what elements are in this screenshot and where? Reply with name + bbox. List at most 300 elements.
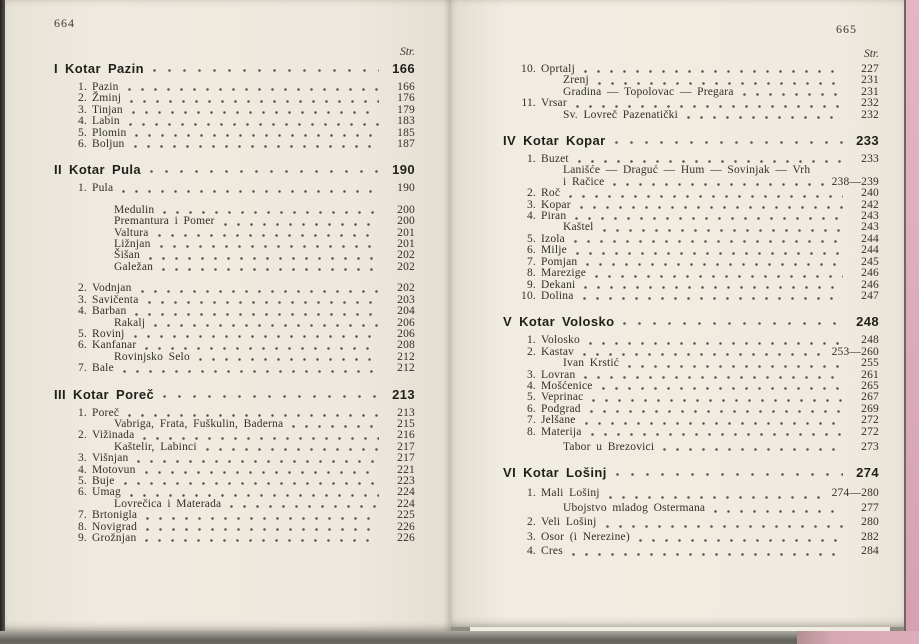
entry-label: Rakalj <box>114 316 146 329</box>
entry-label: Medulin <box>114 203 155 216</box>
entry-label: Galežan <box>114 260 154 273</box>
toc-entry <box>54 228 415 239</box>
dot-leader <box>584 286 843 289</box>
entry-label: Osor (i Nerezine) <box>541 530 630 543</box>
toc-entry <box>503 515 879 529</box>
section-page-number: 190 <box>392 162 415 178</box>
entry-label: Milje <box>541 244 567 257</box>
entry-page-number: 201 <box>397 238 415 251</box>
page-number-right: 665 <box>836 22 857 36</box>
entry-number: 1. <box>77 406 87 419</box>
entry-page-number: 187 <box>397 138 415 151</box>
entry-number: 7. <box>526 255 536 268</box>
toc-entry <box>503 98 879 109</box>
entry-page-number: 206 <box>397 316 415 329</box>
right-page-content <box>503 48 879 558</box>
entry-page-number: 255 <box>861 357 879 370</box>
dot-leader <box>224 223 379 226</box>
entry-number: 2. <box>77 429 87 442</box>
entry-page-number: 200 <box>397 203 415 216</box>
entry-page-number: 202 <box>397 260 415 273</box>
entry-page-number: 277 <box>861 501 879 514</box>
dot-leader <box>206 448 379 451</box>
entry-label: Gradina — Topolovac — Pregara <box>563 85 734 98</box>
dot-leader <box>146 517 379 520</box>
dot-leader <box>153 69 379 72</box>
entry-label: Plomin <box>92 126 127 139</box>
dot-leader <box>584 376 843 379</box>
entry-page-number: 212 <box>397 362 415 375</box>
entry-number: 4. <box>77 463 87 476</box>
entry-label: Piran <box>541 210 567 223</box>
dot-leader <box>128 88 379 91</box>
toc-section <box>54 62 415 150</box>
entry-label: Premantura i Pomer <box>114 215 215 228</box>
toc-entry <box>503 415 879 426</box>
entry-label: Marezige <box>541 267 587 280</box>
entry-page-number: 265 <box>861 379 879 392</box>
entry-number: 3. <box>77 103 87 116</box>
entry-page-number: 246 <box>861 267 879 280</box>
toc-entry <box>54 205 415 216</box>
entry-number: 5. <box>77 327 87 340</box>
entry-number: 6. <box>77 486 87 499</box>
entry-page-number: 213 <box>397 406 415 419</box>
entry-label: Buzet <box>541 153 569 166</box>
entry-label: Rovinjsko Selo <box>114 350 190 363</box>
left-page-content <box>54 46 415 544</box>
toc-entry <box>503 245 879 256</box>
dot-leader <box>145 347 379 350</box>
toc-entry <box>503 530 879 544</box>
entry-label: Veprinac <box>541 391 584 404</box>
section-title: I Kotar Pazin <box>54 61 144 76</box>
section-title: II Kotar Pula <box>54 162 142 178</box>
dot-leader <box>163 211 379 214</box>
entry-label: Savičenta <box>92 293 139 306</box>
dot-leader <box>148 301 379 304</box>
dot-leader <box>135 313 379 316</box>
entry-label: Tabor u Brezovici <box>563 440 655 453</box>
dot-leader <box>590 410 843 413</box>
gutter-shadow <box>443 0 459 631</box>
entry-label: Mali Lošinj <box>541 487 600 500</box>
entry-label: Sv. Lovreč Pazenatički <box>563 108 678 121</box>
section-page-number: 166 <box>392 61 415 76</box>
right-page <box>451 0 904 627</box>
dot-leader <box>143 437 379 440</box>
toc-entry <box>54 453 415 464</box>
left-page <box>5 0 451 631</box>
entry-label: Vižinada <box>92 429 135 442</box>
entry-label: Veli Lošinj <box>541 516 597 529</box>
dot-leader <box>616 473 843 476</box>
entry-label: Valtura <box>114 226 149 239</box>
entry-number: 3. <box>526 198 536 211</box>
entry-label: Buje <box>92 474 115 487</box>
section-heading <box>503 466 879 479</box>
section-title: III Kotar Poreč <box>54 386 155 402</box>
toc-entry <box>54 283 415 294</box>
dot-leader <box>606 525 844 528</box>
entry-page-number: 267 <box>861 391 879 404</box>
entry-number: 5. <box>77 126 87 139</box>
dot-leader <box>130 100 379 103</box>
entry-label: Volosko <box>541 334 580 347</box>
entry-page-number: 190 <box>397 182 415 195</box>
dot-leader <box>158 234 379 237</box>
entry-label: Umag <box>92 486 121 499</box>
entry-page-number: 206 <box>397 327 415 340</box>
toc-section <box>503 315 879 453</box>
entry-number: 10. <box>521 289 536 302</box>
dot-leader <box>292 425 379 428</box>
entry-page-number: 232 <box>861 97 879 110</box>
entry-page-number: 208 <box>397 339 415 352</box>
entry-label: Vodnjan <box>92 282 132 295</box>
toc-section <box>54 388 415 545</box>
entry-page-number: 272 <box>861 425 879 438</box>
dot-leader <box>576 105 843 108</box>
entry-page-number: 225 <box>397 509 415 522</box>
entry-page-number: 231 <box>861 74 879 87</box>
entry-label: Pazin <box>92 81 119 93</box>
entry-page-number: 224 <box>397 486 415 499</box>
dot-leader <box>123 370 379 373</box>
entry-number: 9. <box>77 532 87 544</box>
entry-page-number: 280 <box>861 516 879 529</box>
entry-label: Barban <box>92 305 127 318</box>
entry-page-number: 244 <box>861 244 879 257</box>
entry-number: 2. <box>77 282 87 295</box>
toc-entry <box>503 442 879 453</box>
entry-label: Cres <box>541 545 563 557</box>
entry-label: Rovinj <box>92 327 125 340</box>
dot-leader <box>130 494 379 497</box>
entry-label: Ivan Krstić <box>563 357 620 370</box>
entry-page-number: 200 <box>397 215 415 228</box>
str-column-header: Str. <box>399 46 415 58</box>
entry-page-number: 224 <box>397 497 415 510</box>
entry-page-number: 243 <box>861 210 879 223</box>
entry-label: Kastav <box>541 345 575 358</box>
section-heading <box>503 315 879 328</box>
dot-leader <box>141 290 379 293</box>
entry-page-number: 244 <box>861 232 879 245</box>
entry-number: 8. <box>526 267 536 280</box>
entry-label: Višnjan <box>92 452 129 465</box>
toc-entry <box>54 533 415 544</box>
toc-entry <box>54 139 415 150</box>
dot-leader <box>150 170 379 173</box>
toc-sections-right <box>503 64 879 558</box>
toc-entry <box>54 216 415 227</box>
dot-leader <box>602 387 843 390</box>
toc-entry <box>503 486 879 500</box>
toc-entry <box>54 363 415 374</box>
entry-label: Materija <box>541 425 582 438</box>
entry-page-number: 217 <box>397 452 415 465</box>
dot-leader <box>598 82 843 85</box>
entry-page-number: 269 <box>861 402 879 415</box>
dot-leader <box>586 263 843 266</box>
book-cover-pink-side <box>906 0 919 644</box>
entry-label: Vrsar <box>541 97 567 110</box>
toc-entry <box>503 291 879 302</box>
book-cover-pink-bottom <box>797 631 919 644</box>
dot-leader <box>595 275 843 278</box>
toc-entry <box>54 239 415 250</box>
entry-number: 7. <box>77 509 87 522</box>
entry-label: Izola <box>541 232 565 245</box>
entry-page-number: 247 <box>861 289 879 302</box>
dot-leader <box>134 335 379 338</box>
entry-number: 5. <box>526 232 536 245</box>
section-title: V Kotar Volosko <box>503 314 615 330</box>
dot-leader <box>584 70 843 73</box>
section-title: VI Kotar Lošinj <box>503 465 607 481</box>
dot-leader <box>135 134 379 137</box>
entry-page-number: 221 <box>397 463 415 476</box>
toc-entry <box>503 427 879 438</box>
toc-entry <box>503 64 879 75</box>
entry-page-number: 233 <box>861 153 879 166</box>
entry-label: Motovun <box>92 463 136 476</box>
entry-label: Dolina <box>541 289 574 302</box>
entry-number: 5. <box>77 474 87 487</box>
entry-label: Grožnjan <box>92 532 137 544</box>
entry-label: Poreč <box>92 406 120 419</box>
entry-page-number: 273 <box>861 440 879 453</box>
entry-page-number: 217 <box>397 440 415 453</box>
dot-leader <box>585 422 843 425</box>
dot-leader <box>574 240 843 243</box>
dot-leader <box>609 496 826 499</box>
entry-page-number: 253—260 <box>831 345 879 358</box>
entry-number: 4. <box>77 305 87 318</box>
entry-page-number: 238—239 <box>831 175 879 188</box>
dot-leader <box>122 190 379 193</box>
entry-label: Roč <box>541 187 561 200</box>
entry-number: 4. <box>526 379 536 392</box>
dot-leader <box>137 460 379 463</box>
entry-label: Tinjan <box>92 103 123 116</box>
section-page-number: 213 <box>392 386 415 402</box>
entry-number: 8. <box>526 425 536 438</box>
entry-label: Boljun <box>92 138 125 151</box>
dot-leader <box>129 123 379 126</box>
entry-page-number: 176 <box>397 92 415 105</box>
entry-number: 5. <box>526 391 536 404</box>
dot-leader <box>687 116 843 119</box>
entry-number: 6. <box>526 402 536 415</box>
dot-leader <box>743 93 843 96</box>
toc-entry <box>54 510 415 521</box>
dot-leader <box>714 510 843 513</box>
dot-leader <box>572 553 843 556</box>
entry-label: Labin <box>92 115 120 128</box>
entry-number: 3. <box>526 530 536 543</box>
entry-label: Vabriga, Frata, Fuškulin, Baderna <box>114 417 284 430</box>
toc-entry <box>503 501 879 515</box>
dot-leader <box>623 322 843 325</box>
section-title: IV Kotar Kopar <box>503 133 606 149</box>
entry-number: 8. <box>77 520 87 533</box>
toc-section <box>503 134 879 302</box>
entry-page-number: 166 <box>397 81 415 93</box>
entry-number: 7. <box>526 414 536 427</box>
entry-page-number: 231 <box>861 85 879 98</box>
entry-page-number: 282 <box>861 530 879 543</box>
entry-number: 3. <box>77 293 87 306</box>
entry-page-number: 284 <box>861 545 879 557</box>
entry-page-number: 226 <box>397 532 415 544</box>
dot-leader <box>583 297 844 300</box>
entry-page-number: 261 <box>861 368 879 381</box>
entry-label: Novigrad <box>92 520 138 533</box>
entry-page-number: 201 <box>397 226 415 239</box>
entry-label: Ubojstvo mladog Ostermana <box>563 501 706 514</box>
entry-page-number: 245 <box>861 255 879 268</box>
entry-label: Kanfanar <box>92 339 137 352</box>
entry-page-number: 242 <box>861 198 879 211</box>
toc-entry <box>54 183 415 194</box>
entry-label: Žminj <box>92 92 122 105</box>
entry-number: 6. <box>526 244 536 257</box>
section-heading <box>503 134 879 147</box>
dot-leader <box>145 539 379 542</box>
dot-leader <box>591 433 843 436</box>
entry-number: 2. <box>77 92 87 105</box>
entry-label: Mošćenice <box>541 379 593 392</box>
entry-number: 2. <box>526 516 536 529</box>
entry-label: Kaštelir, Labinci <box>114 440 197 453</box>
entry-number: 2. <box>526 345 536 358</box>
entry-number: 6. <box>77 339 87 352</box>
dot-leader <box>615 141 843 144</box>
toc-entry <box>503 347 879 358</box>
toc-entry <box>54 250 415 261</box>
entry-label: Lanišće — Draguć — Hum — Sovinjak — Vrh <box>563 164 811 177</box>
entry-page-number: 204 <box>397 305 415 318</box>
scan-edge-bottom <box>0 631 919 644</box>
scan-edge-left <box>0 0 5 631</box>
entry-page-number: 243 <box>861 221 879 234</box>
dot-leader <box>145 471 379 474</box>
dot-leader <box>575 217 843 220</box>
section-page-number: 274 <box>856 465 879 481</box>
entry-page-number: 215 <box>397 417 415 430</box>
entry-label: Brtonigla <box>92 509 138 522</box>
section-heading <box>54 163 415 176</box>
dot-leader <box>160 245 379 248</box>
entry-number: 4. <box>526 210 536 223</box>
toc-entry <box>54 340 415 351</box>
dot-leader <box>580 206 843 209</box>
entry-page-number: 216 <box>397 429 415 442</box>
entry-label: Kopar <box>541 198 571 211</box>
toc-entry <box>54 306 415 317</box>
entry-page-number: 183 <box>397 115 415 128</box>
entry-label: Pula <box>92 182 114 195</box>
dot-leader <box>569 195 843 198</box>
toc-entry <box>503 335 879 346</box>
entry-number: 1. <box>526 487 536 500</box>
dot-leader <box>154 324 379 327</box>
entry-page-number: 240 <box>861 187 879 200</box>
toc-entry <box>503 188 879 199</box>
entry-number: 7. <box>77 362 87 375</box>
toc-entry <box>54 430 415 441</box>
str-column-header: Str. <box>863 48 879 60</box>
toc-entry <box>503 358 879 369</box>
toc-entry <box>54 487 415 498</box>
entry-page-number: 202 <box>397 282 415 295</box>
dot-leader <box>199 358 379 361</box>
toc-entry <box>54 262 415 273</box>
dot-leader <box>603 229 843 232</box>
toc-entry <box>503 211 879 222</box>
entry-number: 1. <box>526 153 536 166</box>
toc-entry <box>503 165 879 176</box>
dot-leader <box>663 448 843 451</box>
entry-number: 10. <box>521 63 536 75</box>
entry-label: Oprtalj <box>541 63 575 75</box>
entry-number: 1. <box>77 81 87 93</box>
dot-leader <box>162 268 379 271</box>
entry-label: Pomjan <box>541 255 578 268</box>
toc-sections-left <box>54 62 415 544</box>
entry-number: 4. <box>77 115 87 128</box>
dot-leader <box>589 342 843 345</box>
entry-page-number: 212 <box>397 350 415 363</box>
toc-section <box>503 64 879 121</box>
section-page-number: 233 <box>856 133 879 149</box>
entry-number: 1. <box>526 334 536 347</box>
toc-entry <box>503 110 879 121</box>
entry-page-number: 226 <box>397 520 415 533</box>
dot-leader <box>132 111 379 114</box>
dot-leader <box>134 145 379 148</box>
toc-section <box>503 466 879 558</box>
dot-leader <box>146 528 379 531</box>
toc-entry <box>503 544 879 558</box>
dot-leader <box>592 399 843 402</box>
entry-number: 3. <box>77 452 87 465</box>
dot-leader <box>230 505 379 508</box>
entry-page-number: 227 <box>861 63 879 75</box>
dot-leader <box>628 365 843 368</box>
entry-label: Zrenj <box>563 74 589 87</box>
section-heading <box>54 388 415 401</box>
page-number-left: 664 <box>54 16 75 30</box>
entry-page-number: 203 <box>397 293 415 306</box>
toc-entry <box>503 268 879 279</box>
dot-leader <box>639 539 843 542</box>
dot-leader <box>583 353 825 356</box>
entry-number: 11. <box>521 97 536 110</box>
entry-number: 4. <box>526 545 536 557</box>
entry-label: Lovran <box>541 368 576 381</box>
entry-label: Ližnjan <box>114 238 151 251</box>
entry-number: 2. <box>526 187 536 200</box>
section-page-number: 248 <box>856 314 879 330</box>
entry-page-number: 272 <box>861 414 879 427</box>
entry-page-number: 246 <box>861 278 879 291</box>
dot-leader <box>128 414 379 417</box>
dot-leader <box>124 482 379 485</box>
entry-page-number: 274—280 <box>831 487 879 500</box>
